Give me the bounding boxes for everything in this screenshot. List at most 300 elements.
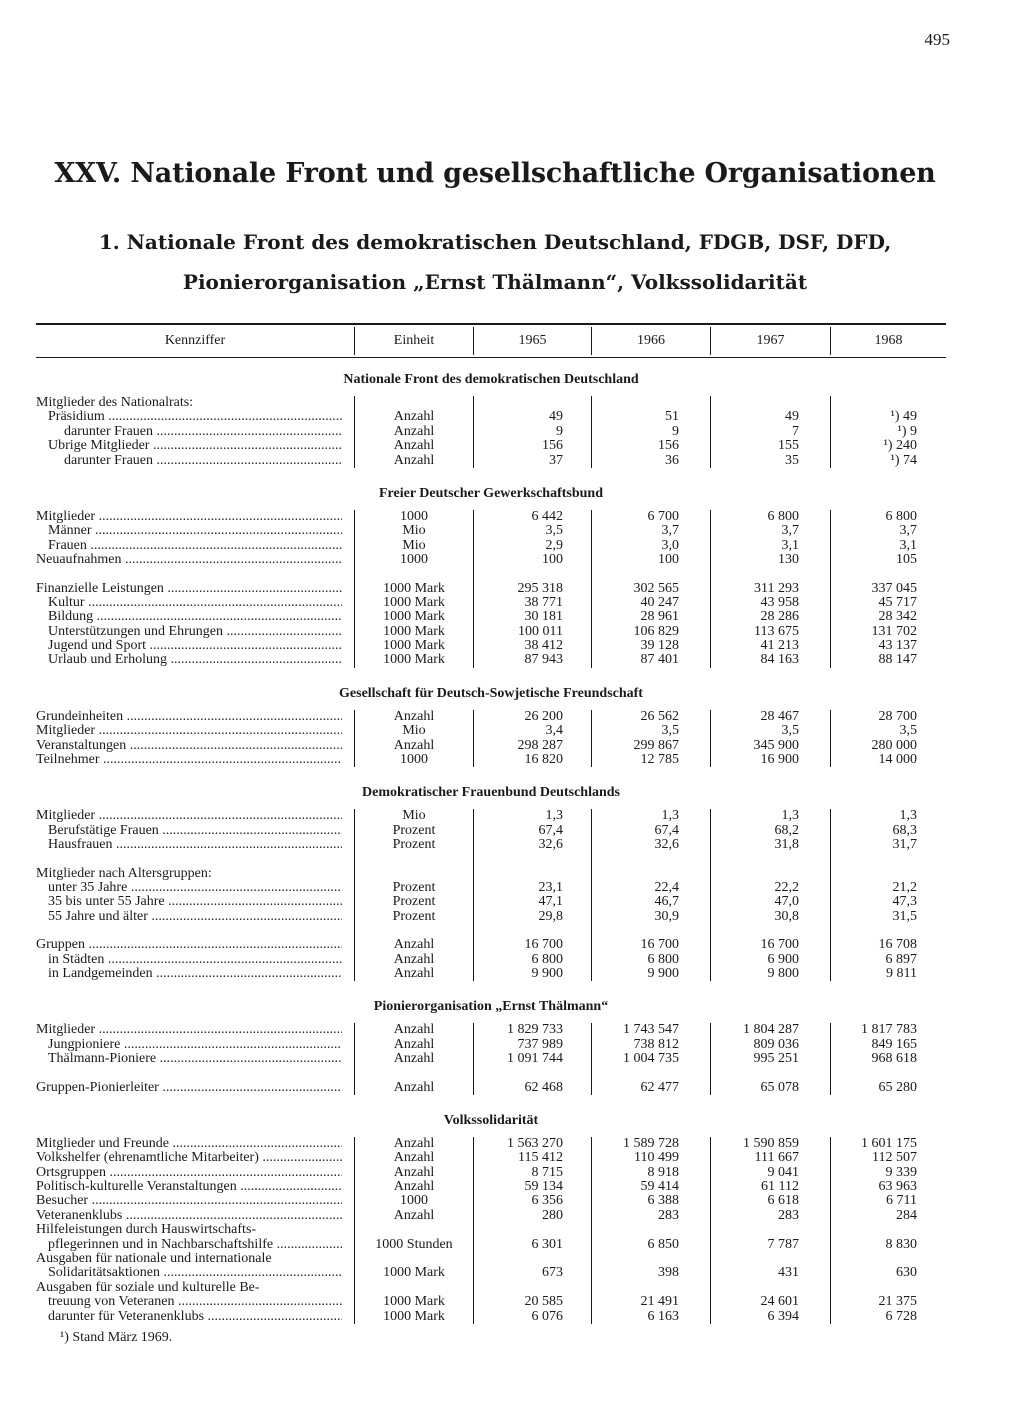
row-value-1965: 673 — [542, 1265, 563, 1281]
row-value-1967: 16 900 — [760, 752, 799, 768]
row-value-1967: 30,8 — [774, 908, 799, 924]
row-label: pflegerinnen und in Nachbarschaftshilfe ..... — [48, 1238, 342, 1252]
row-value-1966: 100 — [658, 552, 679, 568]
row-value-1966: 87 401 — [640, 652, 679, 668]
row-value-1968: 280 000 — [871, 737, 917, 753]
table-row — [0, 596, 1024, 610]
row-value-1966: 299 867 — [633, 737, 679, 753]
column-header-1965: 1965 — [518, 333, 547, 348]
row-label: Männer ..... — [48, 524, 342, 538]
row-label: Veteranenklubs ..... — [36, 1209, 342, 1223]
row-unit: 1000 Mark — [383, 623, 445, 639]
row-value-1965: 1,3 — [545, 808, 563, 824]
row-unit: Anzahl — [393, 1036, 435, 1052]
row-value-1967: 1 590 859 — [743, 1135, 799, 1151]
row-value-1967: 3,5 — [781, 723, 799, 739]
row-label: Solidaritätsaktionen ..... — [48, 1266, 342, 1280]
table-row — [0, 425, 1024, 439]
row-unit: Anzahl — [393, 1079, 435, 1095]
row-label: Gruppen-Pionierleiter ..... — [36, 1081, 342, 1095]
section-heading: Nationale Front des demokratischen Deutschland — [343, 372, 639, 387]
row-value-1966: 106 829 — [633, 623, 679, 639]
row-value-1967: 6 618 — [767, 1193, 799, 1209]
row-value-1967: 3,1 — [781, 537, 799, 553]
row-unit: Prozent — [392, 822, 436, 838]
row-value-1965: 59 134 — [524, 1179, 563, 1195]
row-value-1967: 155 — [778, 438, 799, 454]
row-label: Mitglieder des Nationalrats: — [36, 396, 194, 410]
row-unit: 1000 Stunden — [375, 1236, 453, 1252]
table-row — [0, 625, 1024, 639]
row-value-1966: 6 700 — [647, 508, 679, 524]
row-unit: Prozent — [392, 879, 436, 895]
row-unit: Anzahl — [393, 708, 435, 724]
row-value-1967: 68,2 — [774, 822, 799, 838]
row-unit: Anzahl — [393, 1135, 435, 1151]
row-label: Volkshelfer (ehrenamtliche Mitarbeiter) ..... — [36, 1151, 342, 1165]
row-value-1968: 630 — [896, 1265, 917, 1281]
row-label: Frauen ..... — [48, 539, 342, 553]
row-unit: 1000 Mark — [383, 609, 445, 625]
table-row — [0, 1038, 1024, 1052]
row-value-1965: 6 301 — [531, 1236, 563, 1252]
chapter-title: XXV. Nationale Front und gesellschaftliche Organisationen — [54, 158, 936, 189]
row-value-1967: 22,2 — [774, 879, 799, 895]
row-value-1967: 311 293 — [754, 580, 799, 596]
row-value-1968: 337 045 — [871, 580, 917, 596]
row-value-1967: 31,8 — [774, 837, 799, 853]
row-label: Urlaub und Erholung ..... — [48, 653, 342, 667]
row-value-1968: 9 811 — [886, 965, 917, 981]
row-label: darunter Frauen ..... — [64, 425, 342, 439]
row-value-1966: 6 388 — [647, 1193, 679, 1209]
row-value-1967: 7 — [792, 423, 799, 439]
row-value-1967: 43 958 — [760, 594, 799, 610]
row-value-1968: 47,3 — [892, 894, 917, 910]
column-header-unit: Einheit — [393, 333, 435, 348]
row-value-1966: 22,4 — [654, 879, 679, 895]
row-value-1967: 6 900 — [767, 951, 799, 967]
row-value-1965: 9 900 — [531, 965, 563, 981]
row-value-1966: 9 — [672, 423, 679, 439]
row-value-1967: 995 251 — [753, 1051, 799, 1067]
row-unit: 1000 — [400, 508, 428, 524]
row-unit: 1000 Mark — [383, 638, 445, 654]
row-value-1967: 16 700 — [760, 937, 799, 953]
row-unit: Anzahl — [393, 1022, 435, 1038]
table-row — [0, 396, 1024, 410]
row-unit: 1000 — [400, 1193, 428, 1209]
table-row — [0, 953, 1024, 967]
row-unit: Anzahl — [393, 438, 435, 454]
row-value-1966: 3,5 — [661, 723, 679, 739]
row-value-1968: ¹) 9 — [897, 423, 917, 439]
row-label: Übrige Mitglieder ..... — [48, 439, 342, 453]
row-value-1965: 100 011 — [518, 623, 563, 639]
section-heading: Freier Deutscher Gewerkschaftsbund — [379, 485, 603, 501]
row-value-1968: 6 728 — [885, 1308, 917, 1324]
row-label: in Landgemeinden ..... — [48, 967, 342, 981]
table-top-rule — [36, 323, 946, 325]
row-value-1965: 1 829 733 — [507, 1022, 563, 1038]
row-value-1968: 3,7 — [899, 523, 917, 539]
row-value-1966: 16 700 — [640, 937, 679, 953]
row-label: darunter Frauen ..... — [64, 454, 342, 468]
row-value-1965: 9 — [556, 423, 563, 439]
row-label: Unterstützungen und Ehrungen ..... — [48, 625, 342, 639]
row-value-1966: 67,4 — [654, 822, 679, 838]
row-value-1968: 3,1 — [899, 537, 917, 553]
row-value-1966: 110 499 — [634, 1150, 679, 1166]
row-value-1966: 30,9 — [654, 908, 679, 924]
row-unit: Anzahl — [393, 937, 435, 953]
row-value-1965: 280 — [542, 1207, 563, 1223]
row-value-1966: 398 — [658, 1265, 679, 1281]
row-label: Grundeinheiten ..... — [36, 710, 342, 724]
row-value-1967: 65 078 — [760, 1079, 799, 1095]
row-value-1968: 43 137 — [878, 638, 917, 654]
table-row — [0, 510, 1024, 524]
row-label: Teilnehmer ..... — [36, 753, 342, 767]
row-unit: Anzahl — [393, 409, 435, 425]
row-value-1966: 62 477 — [640, 1079, 679, 1095]
row-value-1968: 14 000 — [878, 752, 917, 768]
row-value-1965: 6 076 — [531, 1308, 563, 1324]
column-header-label: Kennziffer — [164, 333, 226, 348]
row-value-1968: 6 711 — [886, 1193, 917, 1209]
row-unit: 1000 — [400, 552, 428, 568]
table-row — [0, 838, 1024, 852]
column-header-1966: 1966 — [637, 333, 665, 348]
section-heading: Pionierorganisation „Ernst Thälmann“ — [373, 999, 609, 1015]
row-value-1966: 40 247 — [640, 594, 679, 610]
row-unit: 1000 Mark — [383, 580, 445, 596]
row-label: darunter für Veteranenklubs ..... — [48, 1310, 342, 1324]
row-value-1968: 65 280 — [878, 1079, 917, 1095]
row-value-1968: 63 963 — [878, 1179, 917, 1195]
row-value-1965: 6 356 — [531, 1193, 563, 1209]
row-value-1967: 113 675 — [754, 623, 799, 639]
row-value-1965: 38 412 — [524, 638, 563, 654]
row-label: Hausfrauen ..... — [48, 838, 342, 852]
row-value-1966: 1 589 728 — [623, 1135, 679, 1151]
row-value-1965: 6 800 — [531, 951, 563, 967]
row-label: Mitglieder ..... — [36, 510, 342, 524]
row-value-1967: 6 800 — [767, 508, 799, 524]
table-row — [0, 639, 1024, 653]
row-value-1967: 84 163 — [760, 652, 799, 668]
row-value-1967: 3,7 — [781, 523, 799, 539]
row-value-1968: 8 830 — [885, 1236, 917, 1252]
table-row — [0, 524, 1024, 538]
row-label: Mitglieder nach Altersgruppen: — [36, 866, 212, 881]
table-row — [0, 1023, 1024, 1037]
table-row — [0, 1209, 1024, 1223]
row-label: Thälmann-Pioniere ..... — [48, 1052, 342, 1066]
row-value-1965: 295 318 — [517, 580, 563, 596]
row-label: Ortsgruppen ..... — [36, 1166, 342, 1180]
row-unit: Anzahl — [393, 737, 435, 753]
table-row — [0, 1281, 1024, 1295]
table-section — [0, 1095, 1024, 1324]
row-value-1967: 47,0 — [774, 894, 799, 910]
row-value-1965: 2,9 — [545, 537, 563, 553]
row-value-1965: 115 412 — [518, 1150, 563, 1166]
row-value-1966: 51 — [665, 409, 679, 425]
table-row — [0, 1310, 1024, 1324]
row-value-1965: 737 989 — [517, 1036, 563, 1052]
row-label: Mitglieder und Freunde ..... — [36, 1137, 342, 1151]
section-heading: Demokratischer Frauenbund Deutschlands — [362, 785, 620, 801]
table-row — [0, 1166, 1024, 1180]
row-value-1966: 156 — [658, 438, 679, 454]
table-row — [0, 1266, 1024, 1280]
row-label: Neuaufnahmen ..... — [36, 553, 342, 567]
table-row — [0, 867, 1024, 881]
table-row — [0, 910, 1024, 924]
row-label: Finanzielle Leistungen ..... — [36, 582, 342, 596]
table-row — [0, 410, 1024, 424]
row-label: Mitglieder ..... — [36, 724, 342, 738]
row-value-1965: 16 820 — [524, 752, 563, 768]
row-label: Mitglieder ..... — [36, 809, 342, 823]
row-label: Jungpioniere ..... — [48, 1038, 342, 1052]
row-label: treuung von Veteranen ..... — [48, 1295, 342, 1309]
row-value-1965: 20 585 — [524, 1294, 563, 1310]
row-value-1967: 9 800 — [767, 965, 799, 981]
table-row — [0, 1137, 1024, 1151]
table-row — [0, 724, 1024, 738]
row-value-1968: 6 897 — [885, 951, 917, 967]
row-value-1968: 16 708 — [878, 937, 917, 953]
row-value-1966: 1 743 547 — [623, 1022, 679, 1038]
row-unit: 1000 Mark — [383, 1308, 445, 1324]
row-value-1965: 47,1 — [538, 894, 563, 910]
row-value-1968: 9 339 — [885, 1164, 917, 1180]
row-value-1965: 37 — [549, 452, 563, 468]
row-label: Veranstaltungen ..... — [36, 739, 342, 753]
row-value-1965: 29,8 — [538, 908, 563, 924]
row-unit: Anzahl — [393, 951, 435, 967]
row-label: Ausgaben für nationale und internationale — [36, 1252, 272, 1267]
row-value-1968: 1,3 — [899, 808, 917, 824]
row-label: Gruppen ..... — [36, 938, 342, 952]
row-value-1967: 130 — [778, 552, 799, 568]
row-value-1965: 87 943 — [524, 652, 563, 668]
row-value-1968: 968 618 — [871, 1051, 917, 1067]
row-value-1967: 809 036 — [753, 1036, 799, 1052]
table-row — [0, 582, 1024, 596]
row-value-1968: 21 375 — [878, 1294, 917, 1310]
table-row — [0, 753, 1024, 767]
table-row — [0, 1238, 1024, 1252]
row-value-1968: 31,7 — [892, 837, 917, 853]
row-value-1966: 6 163 — [647, 1308, 679, 1324]
row-value-1967: 49 — [785, 409, 799, 425]
row-label: in Städten ..... — [48, 953, 342, 967]
row-value-1966: 6 850 — [647, 1236, 679, 1252]
row-value-1966: 26 562 — [640, 708, 679, 724]
row-value-1968: 3,5 — [899, 723, 917, 739]
row-value-1968: 6 800 — [885, 508, 917, 524]
row-unit: Prozent — [392, 908, 436, 924]
row-label: Kultur ..... — [48, 596, 342, 610]
row-label: Besucher ..... — [36, 1194, 342, 1208]
row-value-1965: 30 181 — [524, 609, 563, 625]
row-value-1968: 1 817 783 — [861, 1022, 917, 1038]
row-value-1968: 21,2 — [892, 879, 917, 895]
row-value-1965: 1 563 270 — [507, 1135, 563, 1151]
row-value-1965: 156 — [542, 438, 563, 454]
row-value-1965: 67,4 — [538, 822, 563, 838]
row-value-1968: 28 700 — [878, 708, 917, 724]
row-value-1968: 1 601 175 — [861, 1135, 917, 1151]
row-value-1966: 36 — [665, 452, 679, 468]
section-heading: Volkssolidarität — [443, 1112, 539, 1128]
row-label: 35 bis unter 55 Jahre ..... — [48, 895, 342, 909]
row-value-1966: 28 961 — [640, 609, 679, 625]
row-value-1967: 35 — [785, 452, 799, 468]
row-unit: Anzahl — [393, 1150, 435, 1166]
row-value-1966: 12 785 — [640, 752, 679, 768]
row-value-1967: 283 — [778, 1207, 799, 1223]
row-value-1968: 45 717 — [878, 594, 917, 610]
row-unit: Prozent — [392, 837, 436, 853]
row-value-1967: 345 900 — [753, 737, 799, 753]
table-row — [0, 809, 1024, 823]
row-value-1966: 3,0 — [661, 537, 679, 553]
table-row — [0, 653, 1024, 667]
row-value-1965: 23,1 — [538, 879, 563, 895]
row-value-1968: 68,3 — [892, 822, 917, 838]
row-value-1965: 16 700 — [524, 937, 563, 953]
row-unit: 1000 — [400, 752, 428, 768]
table-row — [0, 1194, 1024, 1208]
row-value-1966: 302 565 — [633, 580, 679, 596]
row-unit: Anzahl — [393, 1207, 435, 1223]
row-value-1968: ¹) 49 — [890, 409, 917, 425]
row-value-1966: 3,7 — [661, 523, 679, 539]
row-value-1966: 8 918 — [647, 1164, 679, 1180]
table-row — [0, 881, 1024, 895]
row-label: Präsidium ..... — [48, 410, 342, 424]
row-value-1968: 112 507 — [872, 1150, 917, 1166]
row-value-1967: 41 213 — [760, 638, 799, 654]
row-value-1965: 3,4 — [545, 723, 563, 739]
row-value-1965: 1 091 744 — [507, 1051, 563, 1067]
table-row — [0, 1295, 1024, 1309]
row-value-1967: 431 — [778, 1265, 799, 1281]
row-label: unter 35 Jahre ..... — [48, 881, 342, 895]
row-value-1968: 88 147 — [878, 652, 917, 668]
row-unit: Anzahl — [393, 423, 435, 439]
row-unit: Anzahl — [393, 1051, 435, 1067]
row-label: 55 Jahre und älter ..... — [48, 910, 342, 924]
row-unit: Anzahl — [393, 452, 435, 468]
table-section — [0, 468, 1024, 668]
row-value-1965: 49 — [549, 409, 563, 425]
row-value-1968: ¹) 74 — [890, 452, 917, 468]
table-section — [0, 981, 1024, 1095]
row-value-1967: 28 467 — [760, 708, 799, 724]
row-value-1965: 8 715 — [531, 1164, 563, 1180]
row-value-1968: 105 — [896, 552, 917, 568]
page-number: 495 — [924, 30, 950, 49]
row-unit: Mio — [402, 537, 426, 553]
row-value-1966: 32,6 — [654, 837, 679, 853]
row-unit: Anzahl — [393, 1179, 435, 1195]
table-row — [0, 539, 1024, 553]
section-title-line2: Pionierorganisation „Ernst Thälmann“, Volkssolidarität — [182, 270, 808, 294]
row-value-1967: 61 112 — [761, 1179, 799, 1195]
row-label: Mitglieder ..... — [36, 1023, 342, 1037]
row-value-1966: 39 128 — [640, 638, 679, 654]
row-value-1965: 6 442 — [531, 508, 563, 524]
table-section — [0, 370, 1024, 468]
row-value-1965: 100 — [542, 552, 563, 568]
table-row — [0, 610, 1024, 624]
table-row — [0, 454, 1024, 468]
row-unit: Anzahl — [393, 965, 435, 981]
section-heading: Gesellschaft für Deutsch-Sowjetische Freundschaft — [339, 685, 643, 701]
table-row — [0, 938, 1024, 952]
row-unit: 1000 Mark — [383, 652, 445, 668]
row-label: Hilfeleistungen durch Hauswirtschafts- — [36, 1223, 257, 1238]
row-value-1967: 6 394 — [767, 1308, 799, 1324]
row-value-1965: 38 771 — [524, 594, 563, 610]
column-header-1967: 1967 — [756, 333, 785, 348]
row-value-1966: 21 491 — [640, 1294, 679, 1310]
table-row — [0, 710, 1024, 724]
row-value-1966: 59 414 — [640, 1179, 679, 1195]
row-unit: Mio — [402, 808, 426, 824]
row-label: Jugend und Sport ..... — [48, 639, 342, 653]
row-unit: Prozent — [392, 894, 436, 910]
row-value-1965: 62 468 — [524, 1079, 563, 1095]
row-unit: Anzahl — [393, 1164, 435, 1180]
table-section — [0, 767, 1024, 981]
row-value-1968: ¹) 240 — [883, 438, 917, 454]
row-value-1966: 1,3 — [661, 808, 679, 824]
table-row — [0, 553, 1024, 567]
row-unit: 1000 Mark — [383, 1265, 445, 1281]
table-row — [0, 739, 1024, 753]
table-row — [0, 439, 1024, 453]
table-row — [0, 1081, 1024, 1095]
row-value-1967: 1 804 287 — [743, 1022, 799, 1038]
table-row — [0, 824, 1024, 838]
row-label: Berufstätige Frauen ..... — [48, 824, 342, 838]
row-value-1967: 28 286 — [760, 609, 799, 625]
row-value-1966: 9 900 — [647, 965, 679, 981]
row-value-1965: 32,6 — [538, 837, 563, 853]
table-row — [0, 1180, 1024, 1194]
row-value-1966: 6 800 — [647, 951, 679, 967]
table-row — [0, 1151, 1024, 1165]
row-value-1968: 284 — [896, 1207, 917, 1223]
table-row — [0, 895, 1024, 909]
row-value-1967: 1,3 — [781, 808, 799, 824]
row-value-1968: 849 165 — [871, 1036, 917, 1052]
row-value-1966: 1 004 735 — [623, 1051, 679, 1067]
row-unit: Mio — [402, 723, 426, 739]
row-unit: 1000 Mark — [383, 594, 445, 610]
statistics-table — [0, 370, 1024, 1324]
table-row — [0, 1052, 1024, 1066]
row-value-1965: 26 200 — [524, 708, 563, 724]
row-value-1968: 31,5 — [892, 908, 917, 924]
table-row — [0, 1252, 1024, 1266]
